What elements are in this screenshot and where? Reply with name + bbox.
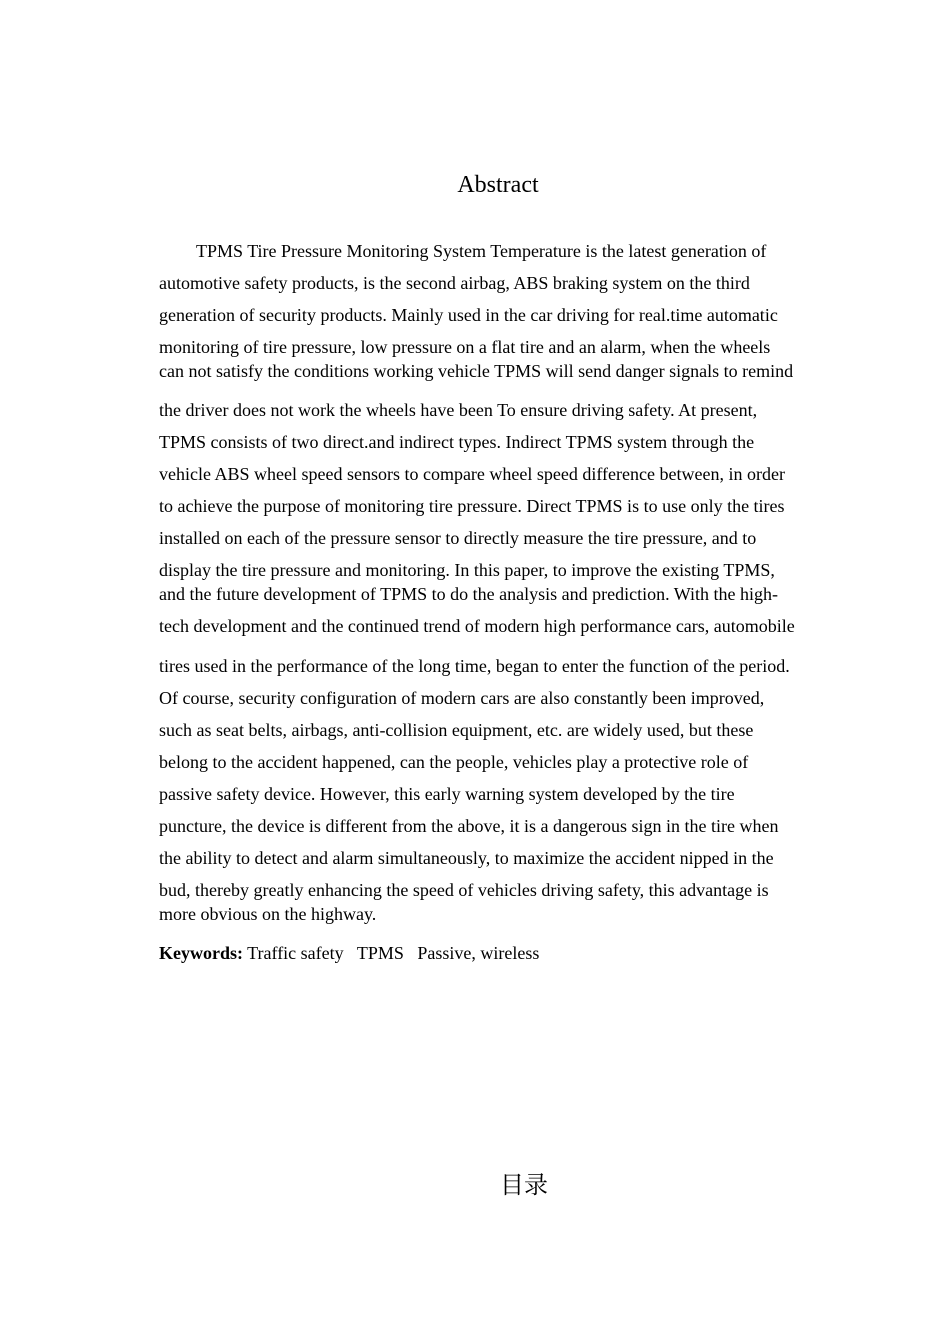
abstract-line: and the future development of TPMS to do the analysis and prediction. With the high-	[159, 584, 778, 604]
toc-title: 目录	[500, 1171, 548, 1199]
abstract-line: belong to the accident happened, can the people, vehicles play a protective role of	[159, 752, 749, 772]
abstract-line: bud, thereby greatly enhancing the speed of vehicles driving safety, this advantage is	[159, 880, 769, 900]
keywords-label: Keywords:	[159, 943, 243, 963]
abstract-line: the ability to detect and alarm simultaneously, to maximize the accident nipped in the	[159, 848, 774, 868]
abstract-line: vehicle ABS wheel speed sensors to compare wheel speed difference between, in order	[159, 464, 785, 484]
abstract-line: can not satisfy the conditions working vehicle TPMS will send danger signals to remind	[159, 361, 794, 381]
abstract-line: passive safety device. However, this early warning system developed by the tire	[159, 784, 735, 804]
keywords-line	[159, 942, 539, 964]
abstract-line: generation of security products. Mainly used in the car driving for real.time automatic	[159, 305, 778, 325]
abstract-line: to achieve the purpose of monitoring tire pressure. Direct TPMS is to use only the tires	[159, 496, 785, 516]
abstract-line: display the tire pressure and monitoring. In this paper, to improve the existing TPMS,	[159, 560, 775, 580]
keywords-text: Traffic safety TPMS Passive, wireless	[243, 943, 540, 963]
abstract-line: more obvious on the highway.	[159, 904, 377, 924]
abstract-line: puncture, the device is different from the above, it is a dangerous sign in the tire when	[159, 816, 779, 836]
abstract-title: Abstract	[457, 172, 539, 198]
abstract-line: the driver does not work the wheels have been To ensure driving safety. At present,	[159, 400, 758, 420]
abstract-line: automotive safety products, is the second airbag, ABS braking system on the third	[159, 273, 750, 293]
abstract-line: TPMS consists of two direct.and indirect types. Indirect TPMS system through the	[159, 432, 755, 452]
abstract-line: installed on each of the pressure sensor to directly measure the tire pressure, and to	[159, 528, 757, 548]
abstract-line: tech development and the continued trend of modern high performance cars, automobile	[159, 616, 795, 636]
abstract-line: TPMS Tire Pressure Monitoring System Temperature is the latest generation of	[196, 241, 767, 261]
abstract-line: monitoring of tire pressure, low pressure on a flat tire and an alarm, when the wheels	[159, 337, 771, 357]
abstract-line: Of course, security configuration of modern cars are also constantly been improved,	[159, 688, 765, 708]
abstract-line: such as seat belts, airbags, anti-collision equipment, etc. are widely used, but these	[159, 720, 754, 740]
abstract-line: tires used in the performance of the long time, began to enter the function of the period.	[159, 656, 790, 676]
